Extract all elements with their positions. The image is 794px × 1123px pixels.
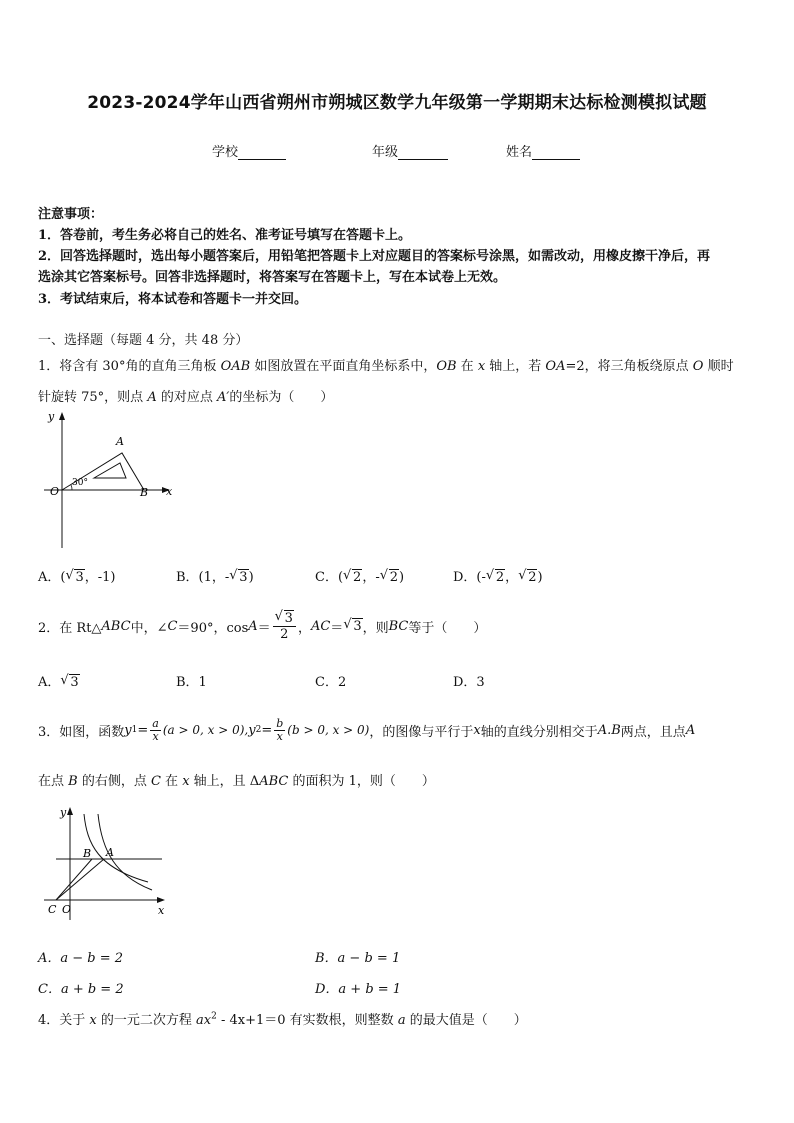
- q3-text: 3．如图，函数: [38, 724, 125, 740]
- q1-text: 的对应点: [156, 390, 217, 405]
- q2-var: AC: [310, 618, 331, 634]
- q1-var: A: [147, 390, 157, 405]
- sqrt: [486, 570, 505, 585]
- q1-line-1: [38, 355, 734, 374]
- radicand: 3: [353, 618, 362, 634]
- q3-stem-2: [38, 770, 435, 789]
- q1-label-a: A: [116, 435, 124, 448]
- q2-var: BC: [388, 618, 409, 634]
- q2-option-b[interactable]: B．1: [176, 675, 207, 690]
- radicand: 2: [495, 570, 505, 585]
- q3-frac-den: x: [276, 729, 283, 743]
- radicand: 2: [353, 570, 362, 585]
- q3-var: C: [150, 774, 161, 789]
- opt-text: A．: [38, 675, 61, 690]
- name-field: [506, 141, 580, 160]
- q1-var: OAB: [220, 359, 251, 374]
- sqrt: [343, 570, 362, 585]
- sqrt: [60, 675, 79, 690]
- q1-text: 针旋转 75°，则点: [38, 390, 148, 405]
- q3-label-x: x: [158, 904, 165, 917]
- q4-text: - 4x+1＝0 有实数根，则整数: [216, 1013, 398, 1028]
- school-field: [212, 141, 286, 160]
- q1-option-d[interactable]: [453, 566, 543, 585]
- q2-var: A: [248, 618, 258, 634]
- q1-label-y: y: [48, 410, 55, 423]
- q1-label-b: B: [140, 486, 149, 499]
- q3-label-o: O: [62, 903, 72, 916]
- opt-text: A．(: [38, 570, 66, 585]
- q2-text: ，: [297, 620, 311, 636]
- q3-text: 在: [160, 774, 183, 789]
- opt-text: C．(: [315, 570, 344, 585]
- q4-var: a: [397, 1013, 406, 1028]
- q4-text: 的最大值是（ ）: [405, 1013, 527, 1028]
- q3-var: ABC: [259, 774, 289, 789]
- q4-stem: [38, 1009, 527, 1028]
- q2-text: 2．在 Rt△: [38, 620, 102, 636]
- q3-frac-den: x: [152, 729, 159, 743]
- q2-stem: [38, 606, 486, 646]
- q4-var: ax: [196, 1013, 212, 1028]
- notice-item-2a: 2．回答选择题时，选出每小题答案后，用铅笔把答题卡上对应题目的答案标号涂黑，如需改动，用橡皮擦干净后，再: [38, 249, 711, 264]
- sqrt: [65, 570, 84, 585]
- q3-text: 轴的直线分别相交于: [480, 724, 598, 740]
- q3-text: ，的图像与平行于: [369, 724, 474, 740]
- q2-text: 中，∠: [130, 620, 168, 636]
- q1-text: 如图放置在平面直角坐标系中，: [250, 359, 437, 374]
- notice-item-1: 1．答卷前，考生务必将自己的姓名、准考证号填写在答题卡上。: [38, 228, 412, 243]
- sqrt: [229, 570, 248, 585]
- q1-figure: [38, 408, 178, 553]
- q3-var: y: [248, 722, 256, 738]
- q2-text: ＝: [257, 620, 271, 636]
- opt-text: ，: [505, 570, 519, 585]
- school-blank[interactable]: [238, 145, 286, 160]
- q4-text: 的一元二次方程: [96, 1013, 197, 1028]
- q1-var: x: [477, 359, 486, 374]
- q3-var: A.B: [597, 722, 621, 738]
- q3-text: 两点，且点: [620, 724, 686, 740]
- q3-text: =: [137, 722, 149, 738]
- name-blank[interactable]: [532, 145, 580, 160]
- q3-frac-num: a: [152, 716, 159, 730]
- opt-text: ): [537, 570, 543, 585]
- grade-field: [372, 141, 448, 160]
- opt-text: B．(1，-: [176, 570, 230, 585]
- radicand: 2: [528, 570, 537, 585]
- q3-option-c[interactable]: C．a + b = 2: [38, 982, 124, 997]
- opt-text: ，-: [362, 570, 380, 585]
- q1-var: OA: [545, 359, 566, 374]
- opt-text: D．(-: [453, 570, 486, 585]
- q3-text: 轴上，且 Δ: [189, 774, 260, 789]
- sqrt: [275, 611, 294, 626]
- radicand: 3: [284, 610, 293, 626]
- q3-text: =: [261, 722, 273, 738]
- q3-label-b: B: [83, 847, 92, 860]
- q3-figure: [40, 802, 175, 922]
- q3-segment-cb: [56, 859, 92, 900]
- q3-option-d[interactable]: D．a + b = 1: [315, 982, 402, 997]
- sqrt: [380, 570, 399, 585]
- notice-heading: 注意事项：: [38, 207, 104, 222]
- q1-var: OB: [436, 359, 457, 374]
- q3-frac-num: b: [276, 716, 284, 730]
- q3-y-arrow: [67, 807, 73, 815]
- q3-label-a: A: [106, 846, 114, 859]
- q3-option-b[interactable]: B．a − b = 1: [315, 951, 401, 966]
- radicand: 3: [75, 570, 84, 585]
- opt-text: ): [399, 570, 405, 585]
- q1-label-angle: 30°: [72, 478, 88, 488]
- grade-label: 年级: [372, 145, 399, 160]
- opt-text: ，-1): [84, 570, 116, 585]
- q3-text: 的面积为 1，则（ ）: [288, 774, 435, 789]
- q1-label-x: x: [166, 485, 173, 498]
- q1-text: 在: [456, 359, 478, 374]
- q3-text: 的右侧，点: [77, 774, 151, 789]
- q1-var: A′: [216, 390, 230, 405]
- q1-inner-triangle: [94, 463, 126, 478]
- q3-cond: (b > 0, x > 0): [287, 723, 370, 737]
- school-label: 学校: [212, 145, 239, 160]
- q3-label-c: C: [48, 903, 57, 916]
- q1-text: 1．将含有 30°角的直角三角板: [38, 359, 221, 374]
- radicand: 3: [70, 675, 79, 690]
- page-title: 2023-2024学年山西省朔州市朔城区数学九年级第一学期期末达标检测模拟试题: [87, 93, 707, 113]
- q2-text: ，则: [362, 620, 389, 636]
- q4-var: x: [89, 1013, 97, 1028]
- q1-option-a[interactable]: [38, 566, 116, 585]
- section-heading: 一、选择题（每题 4 分，共 48 分）: [38, 333, 249, 348]
- q3-cond: (a > 0, x > 0),: [162, 723, 249, 737]
- q3-stem-1: [38, 710, 695, 750]
- q2-option-c[interactable]: C．2: [315, 675, 347, 690]
- q1-text: 轴上，若: [485, 359, 546, 374]
- grade-blank[interactable]: [398, 145, 448, 160]
- q3-sub: 2: [255, 725, 262, 735]
- q1-text: 的坐标为（ ）: [229, 390, 334, 405]
- q2-frac-num: [273, 611, 296, 627]
- q3-label-y: y: [60, 806, 67, 819]
- q3-sub: 1: [131, 725, 138, 735]
- q3-var: B: [68, 774, 78, 789]
- q2-text: ＝: [330, 620, 344, 636]
- q1-text: =2，将三角板绕原点: [565, 359, 693, 374]
- q3-segment-ca: [56, 859, 104, 900]
- q1-y-arrow: [59, 412, 65, 420]
- q3-var: x: [473, 722, 481, 738]
- q4-sup: 2: [211, 1011, 217, 1022]
- q3-fraction-2: [274, 718, 285, 743]
- opt-text: ): [248, 570, 254, 585]
- radicand: 2: [389, 570, 398, 585]
- notice-item-3: 3．考试结束后，将本试卷和答题卡一并交回。: [38, 292, 308, 307]
- q3-x-arrow: [157, 897, 165, 903]
- q2-text: ＝90°，cos: [177, 620, 249, 636]
- q3-text: 在点: [38, 774, 69, 789]
- q1-option-b[interactable]: [176, 566, 254, 585]
- q3-var: x: [182, 774, 190, 789]
- name-label: 姓名: [506, 145, 533, 160]
- radicand: 3: [239, 570, 248, 585]
- q1-line-2: [38, 386, 333, 405]
- q2-fraction: [273, 611, 296, 642]
- q2-text: 等于（ ）: [408, 620, 487, 636]
- q1-var: O: [692, 359, 704, 374]
- notice-item-2b: 选涂其它答案标号。回答非选择题时，将答案写在答题卡上，写在本试卷上无效。: [38, 270, 507, 285]
- q3-var: y: [124, 722, 132, 738]
- q3-var: A: [685, 722, 696, 738]
- q1-text: 顺时: [703, 359, 734, 374]
- q1-label-o: O: [50, 485, 60, 498]
- q2-var: ABC: [101, 618, 131, 634]
- q2-var: C: [167, 618, 178, 634]
- q2-option-a[interactable]: [38, 671, 80, 690]
- sqrt: [343, 619, 362, 634]
- q3-curve-y2: [84, 814, 148, 882]
- q4-text: 4．关于: [38, 1013, 90, 1028]
- q2-option-d[interactable]: D．3: [453, 675, 485, 690]
- q1-option-c[interactable]: [315, 566, 404, 585]
- q2-frac-den: 2: [280, 626, 289, 642]
- q3-option-a[interactable]: A．a − b = 2: [38, 951, 124, 966]
- sqrt: [518, 570, 537, 585]
- q3-fraction-1: [150, 718, 161, 743]
